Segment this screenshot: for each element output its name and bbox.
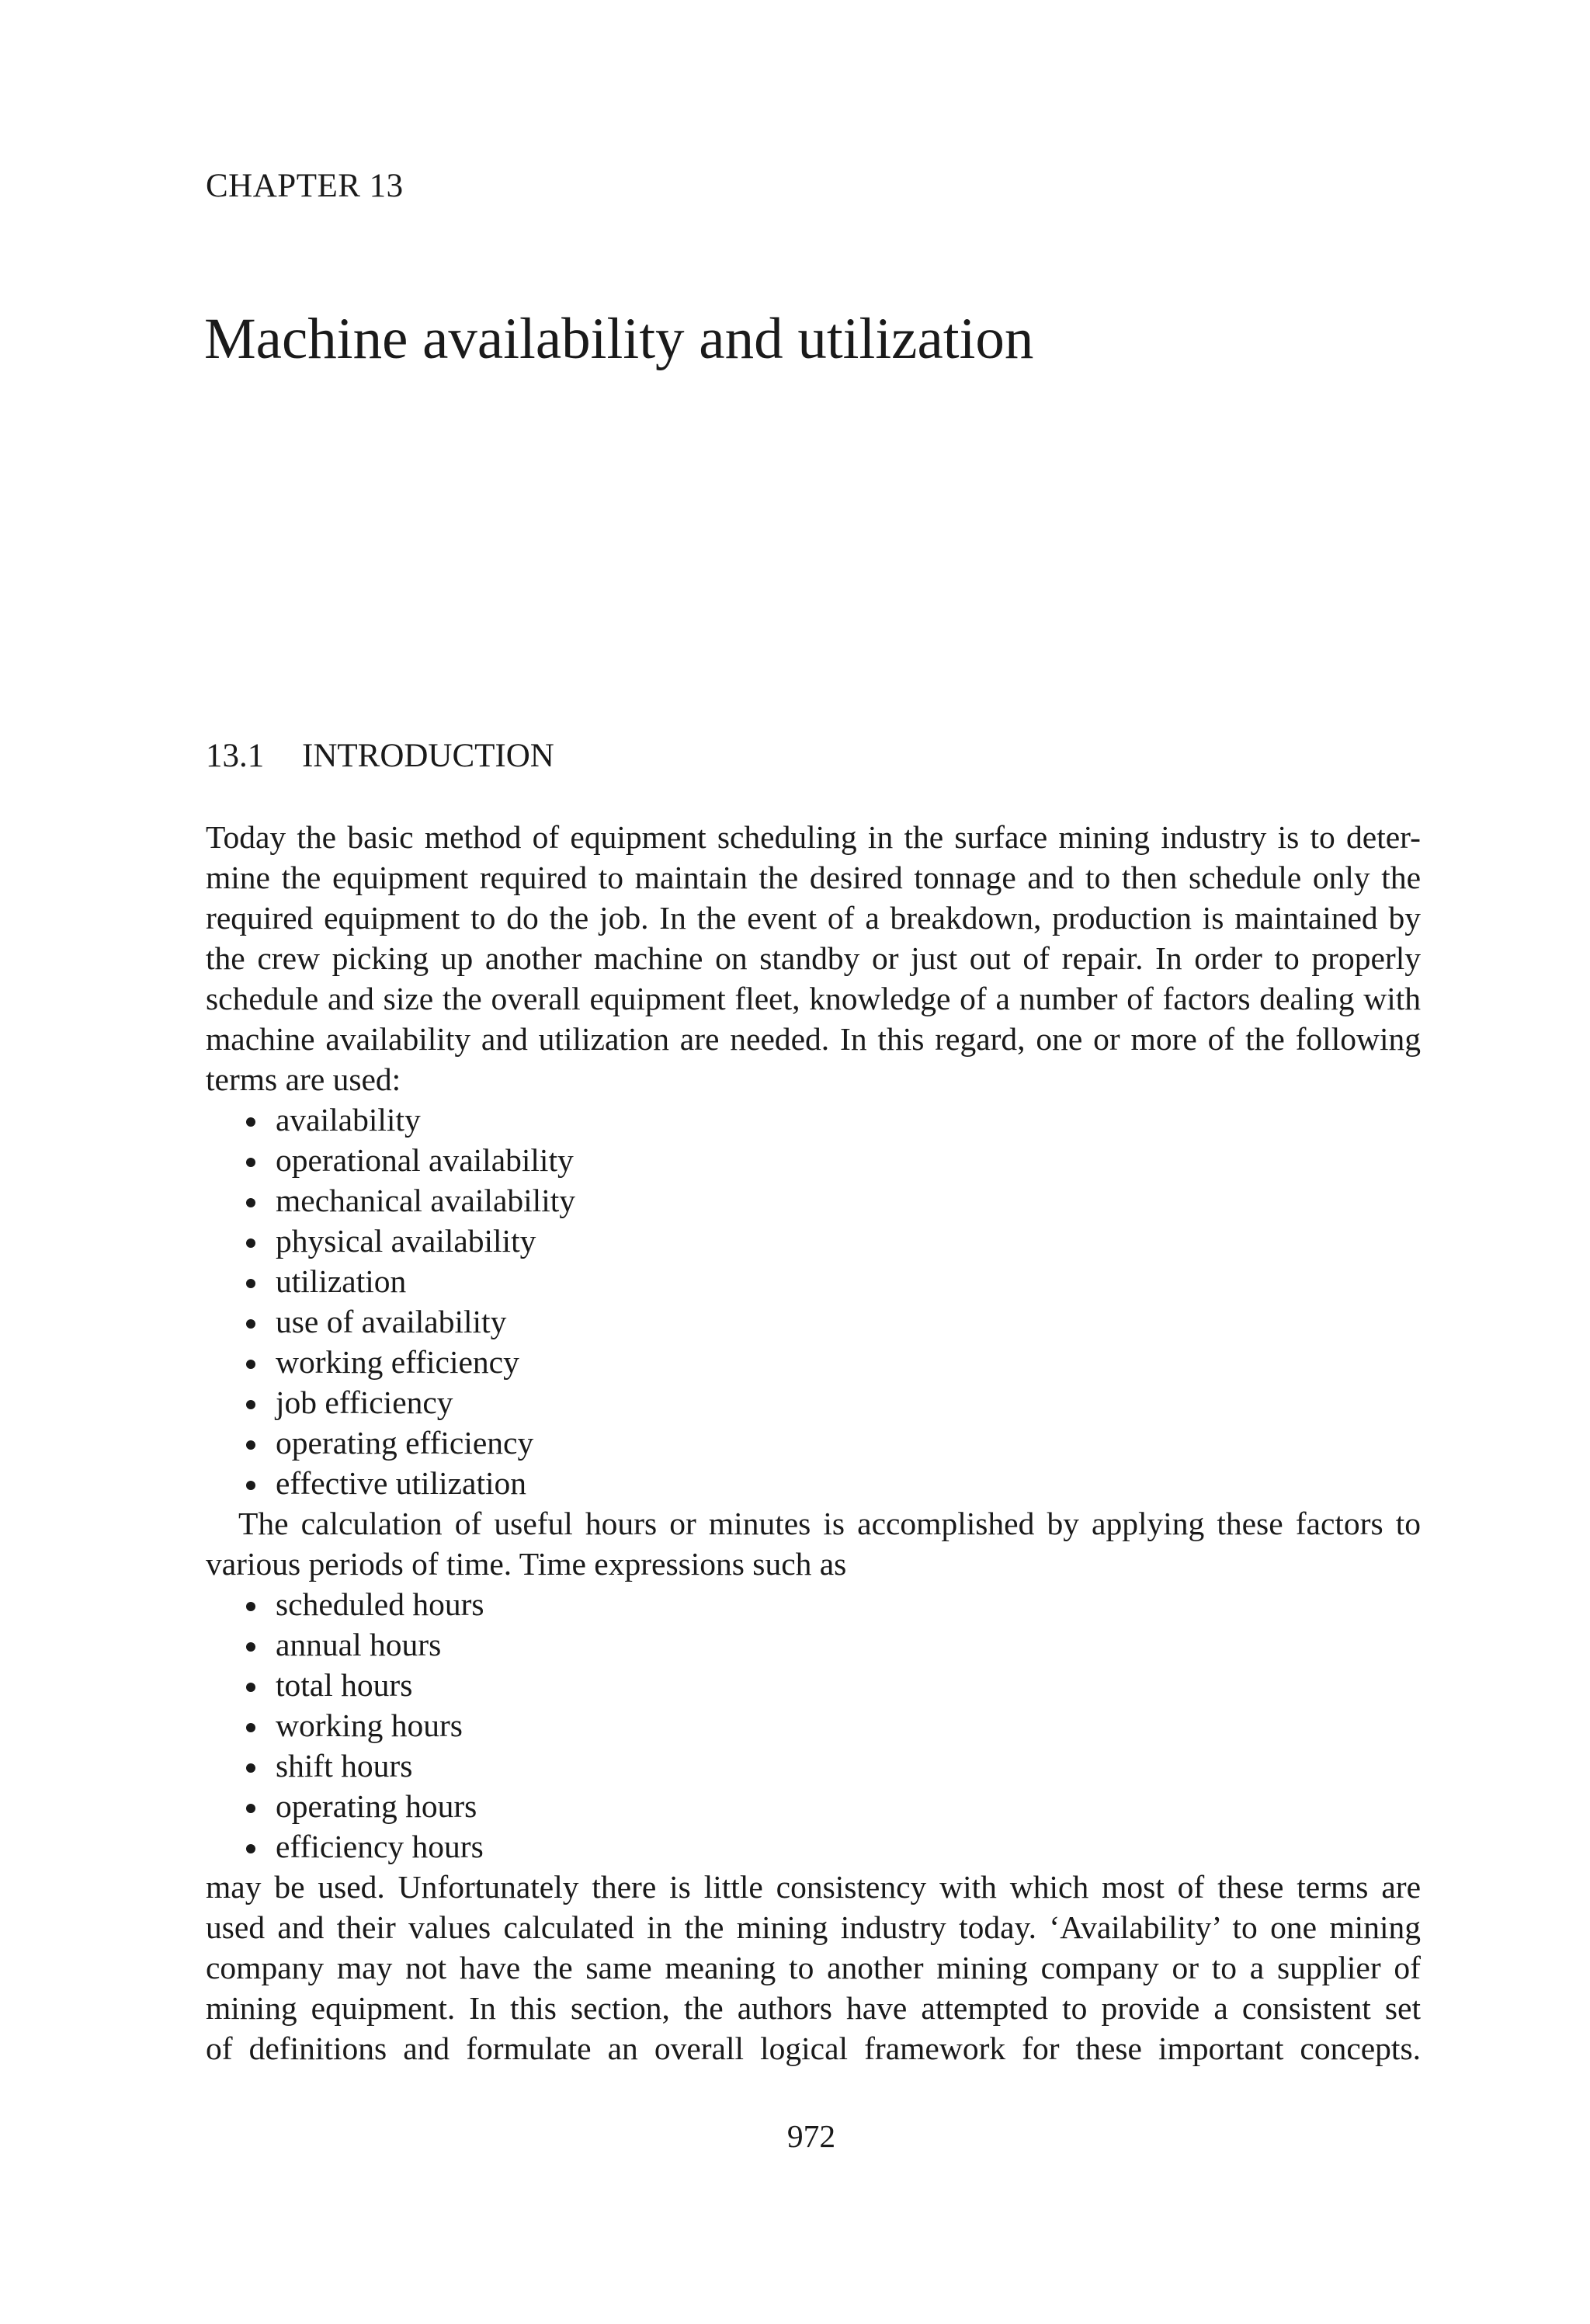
text-line: used and their values calculated in the mining industry today. ‘Availability’ to one mining xyxy=(206,1909,1421,1945)
bullet-icon xyxy=(246,1763,255,1773)
list-item: utilization xyxy=(206,1261,1421,1301)
paragraph-3 xyxy=(206,1867,1421,2069)
bullet-icon xyxy=(246,1238,255,1248)
time-expressions-list xyxy=(206,1584,1421,1867)
text-line: schedule and size the overall equipment fleet, knowledge of a number of factors dealing with xyxy=(206,981,1421,1016)
bullet-icon xyxy=(246,1400,255,1409)
text-line: terms are used: xyxy=(206,1061,401,1097)
list-item: operating efficiency xyxy=(206,1423,1421,1463)
list-item: job efficiency xyxy=(206,1382,1421,1423)
section-number: 13.1 xyxy=(206,738,265,774)
bullet-icon xyxy=(246,1158,255,1167)
paragraph-1 xyxy=(206,817,1421,1099)
text-line: required equipment to do the job. In the event of a breakdown, production is maintained by xyxy=(206,900,1421,936)
list-item: effective utilization xyxy=(206,1463,1421,1503)
body-text xyxy=(206,817,1421,2069)
list-item: physical availability xyxy=(206,1221,1421,1261)
text-line: The calculation of useful hours or minutes is accomplished by applying these factors to xyxy=(238,1506,1421,1541)
list-item: use of availability xyxy=(206,1301,1421,1342)
bullet-icon xyxy=(246,1481,255,1490)
list-item: efficiency hours xyxy=(206,1826,1421,1867)
bullet-icon xyxy=(246,1440,255,1450)
list-item: shift hours xyxy=(206,1746,1421,1786)
bullet-icon xyxy=(246,1198,255,1207)
bullet-icon xyxy=(246,1319,255,1329)
page-number: 972 xyxy=(786,2118,836,2154)
text-line: the crew picking up another machine on standby or just out of repair. In order to properly xyxy=(206,940,1421,976)
paragraph-2 xyxy=(206,1503,1421,1584)
list-item: annual hours xyxy=(206,1624,1421,1665)
list-item: mechanical availability xyxy=(206,1180,1421,1221)
text-line: of definitions and formulate an overall logical framework for these important concepts. xyxy=(206,2030,1421,2066)
chapter-title: Machine availability and utilization xyxy=(204,307,1034,371)
list-item: operating hours xyxy=(206,1786,1421,1826)
list-item: scheduled hours xyxy=(206,1584,1421,1624)
bullet-icon xyxy=(246,1723,255,1732)
text-line: various periods of time. Time expressions such as xyxy=(206,1546,847,1582)
text-line: Today the basic method of equipment scheduling in the surface mining industry is to deter- xyxy=(206,819,1421,855)
bullet-icon xyxy=(246,1117,255,1127)
list-item: operational availability xyxy=(206,1140,1421,1180)
list-item: working efficiency xyxy=(206,1342,1421,1382)
chapter-label: CHAPTER 13 xyxy=(206,168,404,204)
text-line: may be used. Unfortunately there is little consistency with which most of these terms are xyxy=(206,1869,1421,1905)
bullet-icon xyxy=(246,1360,255,1369)
list-item: availability xyxy=(206,1099,1421,1140)
bullet-icon xyxy=(246,1683,255,1692)
list-item: working hours xyxy=(206,1705,1421,1746)
text-line: company may not have the same meaning to another mining company or to a supplier of xyxy=(206,1950,1421,1985)
bullet-icon xyxy=(246,1844,255,1853)
text-line: machine availability and utilization are needed. In this regard, one or more of the following xyxy=(206,1021,1421,1057)
text-line: mining equipment. In this section, the authors have attempted to provide a consistent set xyxy=(206,1990,1421,2026)
terms-list xyxy=(206,1099,1421,1503)
section-title: INTRODUCTION xyxy=(302,738,554,774)
bullet-icon xyxy=(246,1804,255,1813)
bullet-icon xyxy=(246,1602,255,1611)
bullet-icon xyxy=(246,1279,255,1288)
text-line: mine the equipment required to maintain the desired tonnage and to then schedule only the xyxy=(206,860,1421,895)
list-item: total hours xyxy=(206,1665,1421,1705)
bullet-icon xyxy=(246,1642,255,1652)
section-heading xyxy=(206,736,554,776)
